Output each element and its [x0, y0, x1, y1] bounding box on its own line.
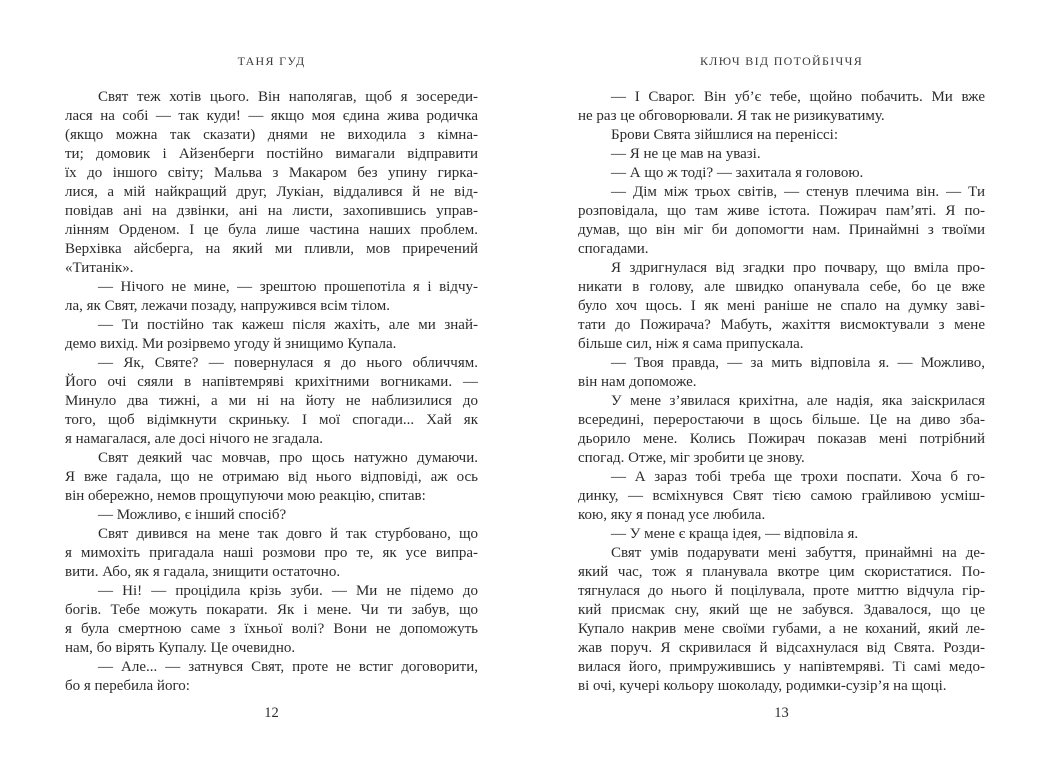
- text-line: спогад. Отже, міг зробити це знову.: [578, 450, 805, 466]
- text-line: Купало накрив мене своїми губами, а не коханий, який ле-: [578, 621, 985, 637]
- text-line: Свят теж хотів цього. Він наполягав, щоб я зосереди-: [98, 89, 478, 105]
- text-line: який час, тож я планувала вкотре цим скористатися. По-: [578, 564, 985, 580]
- text-line: кою, яку я понад усе любила.: [578, 507, 766, 523]
- text-line: не раз це обговорювали. Я так не ризикуватиму.: [578, 108, 885, 124]
- text-line: — Дім між трьох світів, — стенув плечима він. — Ти: [611, 184, 985, 200]
- text-line: — А зараз тобі треба ще трохи поспати. Хоча б го-: [611, 469, 985, 485]
- text-line: ла, як Свят, лежачи позаду, напружився всім тілом.: [65, 298, 390, 314]
- text-line: тати до Пожирача? Мабуть, жахіття висмоктували з мене: [578, 317, 985, 333]
- text-line: тягнулася до нього й поцілувала, проте миттю відчула гір-: [578, 583, 985, 599]
- page-number: 13: [774, 705, 789, 721]
- text-line: — Ти постійно так кажеш після жахіть, але ми знай-: [98, 317, 478, 333]
- text-line: Я вже гадала, що не отримаю від нього відповіді, аж ось: [65, 469, 478, 485]
- text-line: кий присмак сну, який ще не забувся. Здавалося, що це: [578, 602, 985, 618]
- text-line: богів. Тебе можуть покарати. Як і мене. Чи ти забув, що: [65, 602, 478, 618]
- text-line: було хоч щось. І як мені раніше не спало на думку заві-: [578, 298, 985, 314]
- text-line: лися, а мій найкращий друг, Лукіан, віддалився й не від-: [65, 184, 478, 200]
- text-line: — Ні! — процідила крізь зуби. — Ми не підемо до: [98, 583, 478, 599]
- text-line: більше сил, ніж я сама припускала.: [578, 336, 804, 352]
- text-line: лінням Орденом. І це була лише частина наших проблем.: [65, 222, 478, 238]
- text-line: — Можливо, є інший спосіб?: [98, 507, 287, 523]
- text-line: У мене з’явилася крихітна, але надія, яка заіскрилася: [611, 393, 985, 409]
- text-line: Я здригнулася від згадки про почвару, що вміла про-: [611, 260, 985, 276]
- text-line: демо вихід. Ми розірвемо угоду й знищимо Купала.: [65, 336, 397, 352]
- text-line: ві очі, кучері кольору шоколаду, родимки-сузір’я на щоці.: [578, 678, 947, 694]
- text-line: спогадами.: [578, 241, 649, 257]
- text-line: Верхівка айсберга, на який ми пливли, мов приречений: [65, 241, 478, 257]
- text-line: Свят дивився на мене так довго й так стурбовано, що: [98, 526, 478, 542]
- text-line: жав поруч. Я скривилася й відсахнулася від Свята. Розди-: [578, 640, 985, 656]
- text-line: їх до іншого світу; Мальва з Макаром без упину гирка-: [65, 165, 478, 181]
- text-line: всередині, переростаючи в щось більше. Це на диво зба-: [578, 412, 985, 428]
- running-head-author: ТАНЯ ГУД: [237, 54, 306, 68]
- text-line: Свят умів подарувати мені забуття, принаймні на де-: [611, 545, 985, 561]
- text-line: бо я перебила його:: [65, 678, 190, 694]
- text-line: Минуло два тижні, а ми ні на йоту не наблизилися до: [65, 393, 478, 409]
- text-line: він обережно, немов прощупуючи мою реакцію, спитав:: [65, 488, 426, 504]
- text-line: — Твоя правда, — за мить відповіла я. — Можливо,: [611, 355, 985, 371]
- text-line: — І Сварог. Він уб’є тебе, щойно побачить. Ми вже: [611, 89, 985, 105]
- text-line: я намагалася, але досі нічого не згадала.: [65, 431, 324, 447]
- text-line: я була смертною саме з їхньої волі? Вони не допоможуть: [65, 621, 478, 637]
- page-right: [578, 54, 985, 722]
- text-line: (якщо можна так сказати) днями не виходила з кімна-: [65, 127, 478, 143]
- text-line: того, щоб відімкнути скриньку. І мої спогади... Хай як: [65, 412, 478, 428]
- text-line: — У мене є краща ідея, — відповіла я.: [611, 526, 859, 542]
- page-body: [578, 88, 985, 696]
- text-line: Його очі сяяли в напівтемряві крихітними вогниками. —: [65, 374, 478, 390]
- text-line: — Як, Святе? — повернулася я до нього обличчям.: [98, 355, 478, 371]
- page-body: [65, 88, 478, 696]
- page-number: 12: [264, 705, 279, 721]
- text-line: Брови Свята зійшлися на переніссі:: [611, 127, 839, 143]
- text-line: — А що ж тоді? — захитала я головою.: [611, 165, 864, 181]
- text-line: — Я не це мав на увазі.: [611, 146, 761, 162]
- text-line: вилася його, примружившись у напівтемряві. Ті самі медо-: [578, 659, 985, 675]
- text-line: я мимохіть пригадала наші розмови про те, як усе випра-: [65, 545, 478, 561]
- text-line: нам, бо вірять Купалу. Це очевидно.: [65, 640, 296, 656]
- text-line: вити. Або, як я гадала, знищити остаточно.: [65, 564, 341, 580]
- text-line: «Титанік».: [65, 260, 134, 276]
- text-line: повідав ані на дзвінки, ані на листи, захопившись управ-: [65, 203, 478, 219]
- text-line: — Нічого не мине, — зрештою прошепотіла я і відчу-: [98, 279, 478, 295]
- text-line: ти; домовик і Айзенберги постійно вимагали відправити: [65, 146, 478, 162]
- text-line: — Але... — затнувся Свят, проте не встиг договорити,: [98, 659, 478, 675]
- text-line: Свят деякий час мовчав, про щось натужно думаючи.: [98, 450, 478, 466]
- text-line: він нам допоможе.: [578, 374, 697, 390]
- text-line: динку, — всміхнувся Свят тією самою грайливою усміш-: [578, 488, 985, 504]
- text-line: думав, що він міг би допомогти нам. Принаймні з твоїми: [578, 222, 985, 238]
- running-head-title: КЛЮЧ ВІД ПОТОЙБІЧЧЯ: [699, 54, 864, 68]
- text-line: розповідала, що там живе істота. Пожирач пам’яті. Я по-: [578, 203, 985, 219]
- text-line: лася на собі — так куди! — якщо моя єдина жива родичка: [65, 108, 478, 124]
- text-line: никати в голову, але швидко опанувала себе, бо це вже: [578, 279, 985, 295]
- text-line: дьорило мене. Колись Пожирач показав мені потрібний: [578, 431, 985, 447]
- page-left: [65, 54, 478, 722]
